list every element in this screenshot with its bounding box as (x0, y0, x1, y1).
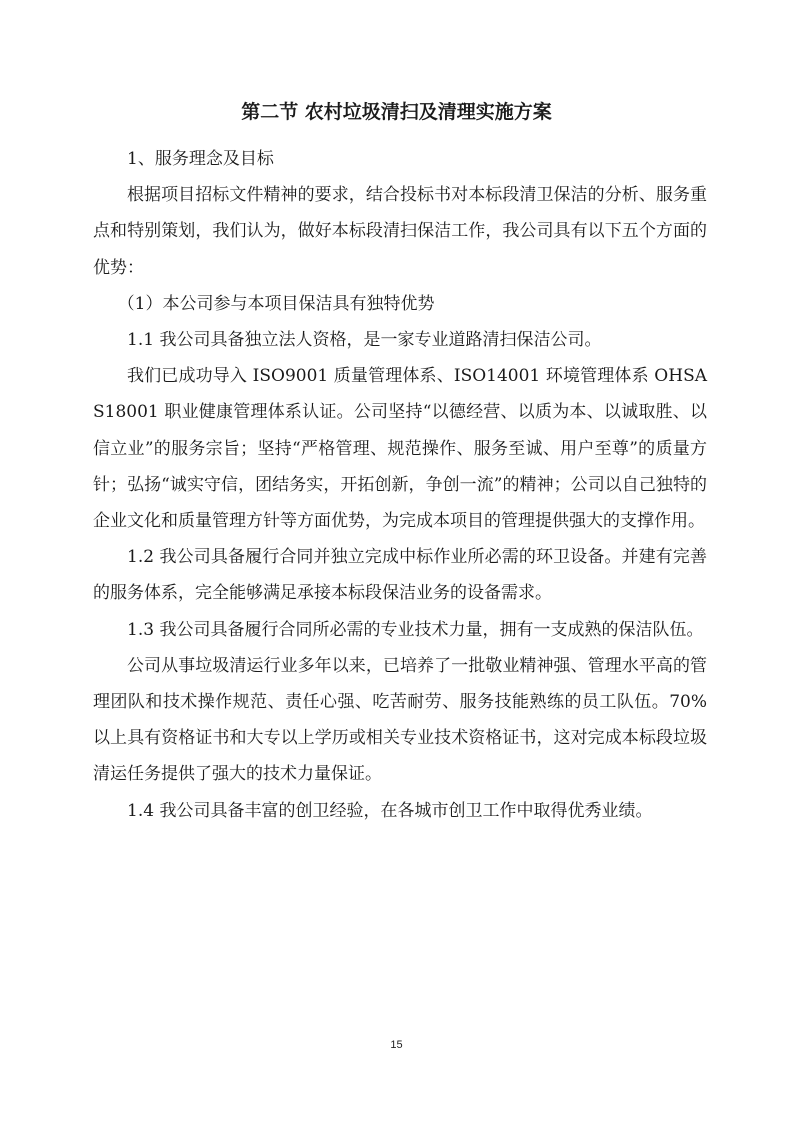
document-body (93, 141, 707, 829)
paragraph-item-1-3: 1.3 我公司具备履行合同所必需的专业技术力量，拥有一支成熟的保洁队伍。 (127, 619, 704, 640)
page-number: 15 (390, 1039, 403, 1051)
paragraph-unique-advantage-heading: （1）本公司参与本项目保洁具有独特优势 (117, 293, 435, 314)
paragraph-certifications: 我们已成功导入 ISO9001 质量管理体系、ISO14001 环境管理体系 OHSAS18001 职业健康管理体系认证。公司坚持“以德经营、以质为本、以诚取胜、以信立业”的服务宗旨；坚持“严格管理、规范操作、服务至诚、用户至尊”的质量方针；弘扬“诚实守信，团结务实，开拓创新，争创一流”的精神；公司以自己独特的企业文化和质量管理方针等方面优势，为完成本项目的管理提供强大的支撑作用。 (93, 366, 707, 532)
paragraph-item-1-4: 1.4 我公司具备丰富的创卫经验，在各城市创卫工作中取得优秀业绩。 (127, 800, 653, 821)
paragraph-team: 公司从事垃圾清运行业多年以来，已培养了一批敬业精神强、管理水平高的管理团队和技术操作规范、责任心强、吃苦耐劳、服务技能熟练的员工队伍。70%以上具有资格证书和大专以上学历或相关专业技术资格证书，这对完成本标段垃圾清运任务提供了强大的技术力量保证。 (93, 655, 707, 785)
paragraph-service-concept-heading: 1、服务理念及目标 (127, 149, 274, 169)
paragraph-item-1-1: 1.1 我公司具备独立法人资格，是一家专业道路清扫保洁公司。 (127, 330, 602, 351)
paragraph-advantages-intro: 根据项目招标文件精神的要求，结合投标书对本标段清卫保洁的分析、服务重点和特别策划，我们认为，做好本标段清扫保洁工作，我公司具有以下五个方面的优势： (93, 185, 707, 278)
section-title: 第二节 农村垃圾清扫及清理实施方案 (241, 101, 552, 123)
paragraph-item-1-2: 1.2 我公司具备履行合同并独立完成中标作业所必需的环卫设备。并建有完善的服务体系，完全能够满足承接本标段保洁业务的设备需求。 (93, 547, 707, 604)
